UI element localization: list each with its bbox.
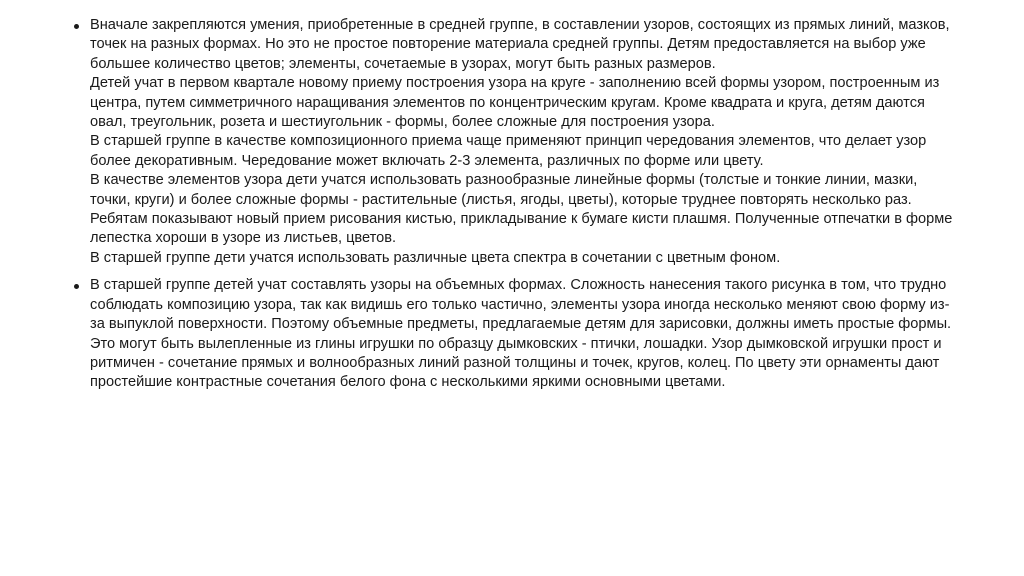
slide-content <box>74 16 954 397</box>
paragraph: В старшей группе в качестве композиционного приема чаще применяют принцип чередования элементов, что делает узор более декоративным. Чередование может включать 2-3 элемента, различных по форме или цвету. <box>90 133 927 169</box>
paragraph: В старшей группе дети учатся использовать различные цвета спектра в сочетании с цветным фоном. <box>90 249 781 266</box>
paragraph: Вначале закрепляются умения, приобретенные в средней группе, в составлении узоров, состоящих из прямых линий, мазков, точек на разных формах. Но это не простое повторение материала средней группы. Детям предоставляется на выбор уже большее количество цветов; элементы, сочетаемые в узорах, могут быть разных размеров. <box>90 17 950 72</box>
bullet-dot-icon <box>74 24 79 29</box>
bullet-item-1 <box>74 16 954 268</box>
paragraph: В качестве элементов узора дети учатся использовать разнообразные линейные формы (толстые и тонкие линии, мазки, точки, круги) и более сложные формы - растительные (листья, ягоды, цветы), которые труднее повторять несколько раз. Ребятам показывают новый прием рисования кистью, прикладывание к бумаге кисти плашмя. Полученные отпечатки в форме лепестка хороши в узоре из листьев, цветов. <box>90 172 953 247</box>
paragraph: В старшей группе детей учат составлять узоры на объемных формах. Сложность нанесения такого рисунка в том, что трудно соблюдать композицию узора, так как видишь его только частично, элементы узора иногда несколько меняют свою форму из-за выпуклой поверхности. Поэтому объемные предметы, предлагаемые детям для зарисовки, должны иметь простые формы. Это могут быть вылепленные из глины игрушки по образцу дымковских - птички, лошадки. Узор дымковской игрушки прост и ритмичен - сочетание прямых и волнообразных линий разной толщины и точек, кругов, колец. По цвету эти орнаменты дают простейшие контрастные сочетания белого фона с несколькими яркими основными цветами. <box>90 277 952 391</box>
paragraph: Детей учат в первом квартале новому приему построения узора на круге - заполнению всей формы узором, построенным из центра, путем симметричного наращивания элементов по концентрическим кругам. Кроме квадрата и круга, детям даются овал, треугольник, розета и шестиугольник - формы, более сложные для построения узора. <box>90 75 940 131</box>
bullet-item-2 <box>74 276 954 392</box>
bullet-dot-icon <box>74 284 79 289</box>
